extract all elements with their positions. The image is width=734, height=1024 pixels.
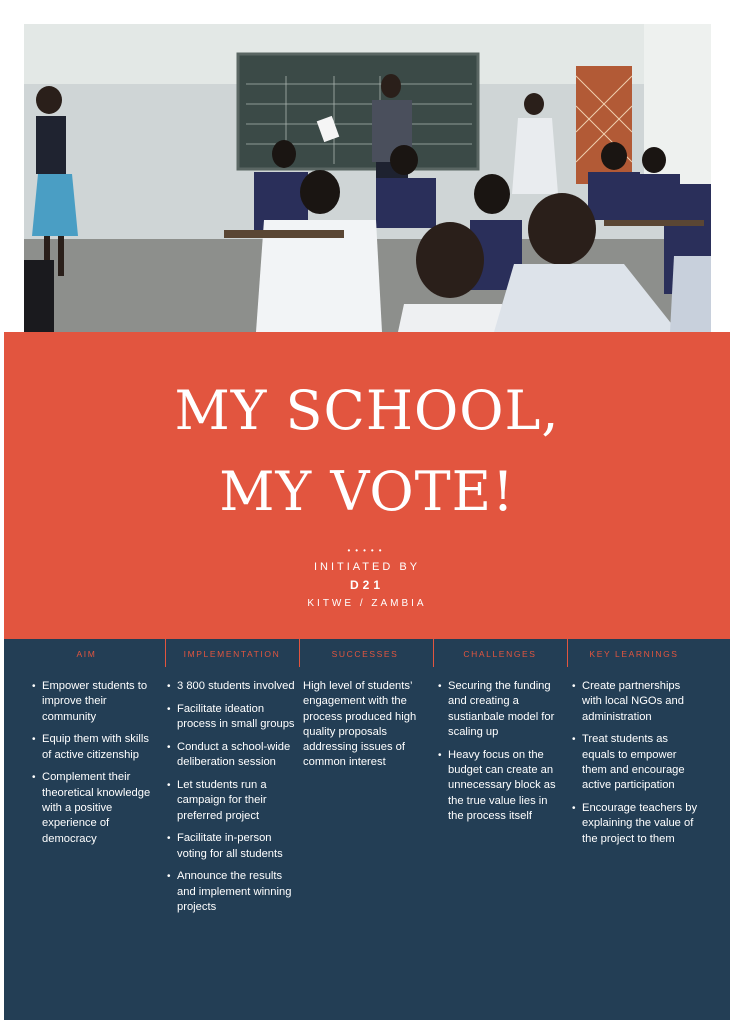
list-item: • Complement their theoretical knowledge with a positive experience of democracy [32,770,160,846]
column-challenges [438,639,562,1020]
column-implementation [167,639,297,1020]
organization-name: D21 [349,578,384,592]
list-item: • Heavy focus on the budget can create an unnecessary block as the true value lies in the process itself [438,748,562,824]
list-item: • Empower students to improve their community [32,679,160,725]
location-label: KITWE / ZAMBIA [307,598,427,609]
list-item: • Conduct a school-wide deliberation session [167,740,297,771]
column-heading: CHALLENGES [463,649,537,659]
list-item: • Facilitate in-person voting for all students [167,831,297,862]
title-line-2: MY VOTE! [219,460,515,523]
column-heading: AIM [76,649,97,659]
column-heading: IMPLEMENTATION [183,649,281,659]
column-divider [165,639,166,667]
initiated-by-label: INITIATED BY [313,561,421,573]
list-item: • Securing the funding and creating a sustianbale model for scaling up [438,679,562,740]
column-aim [32,639,160,1020]
list-item: • Announce the results and implement winning projects [167,869,297,915]
challenges-list [438,679,562,832]
list-item: • Encourage teachers by explaining the value of the project to them [572,801,698,847]
aim-list [32,679,160,854]
column-heading: SUCCESSES [331,649,399,659]
info-section [4,639,730,1020]
implementation-list [167,679,297,923]
list-item: • 3 800 students involved [167,679,297,694]
successes-text: High level of students’ engagement with the process produced high quality proposals addressing issues of common interest [303,680,417,769]
column-successes [303,639,425,1020]
title-line-1: MY SCHOOL, [174,379,560,442]
list-item: • Equip them with skills of active citizenship [32,732,160,763]
column-key-learnings [572,639,698,1020]
title-banner [4,332,730,639]
key-learnings-list [572,679,698,854]
list-item: • Treat students as equals to empower them and encourage active participation [572,732,698,793]
column-heading: KEY LEARNINGS [589,649,679,659]
classroom-photo [24,24,711,332]
decorative-dots: ••••• [347,546,387,555]
list-item: • Create partnerships with local NGOs and administration [572,679,698,725]
classroom-illustration [24,24,711,332]
list-item: • Facilitate ideation process in small groups [167,702,297,733]
list-item: • Let students run a campaign for their preferred project [167,778,297,824]
